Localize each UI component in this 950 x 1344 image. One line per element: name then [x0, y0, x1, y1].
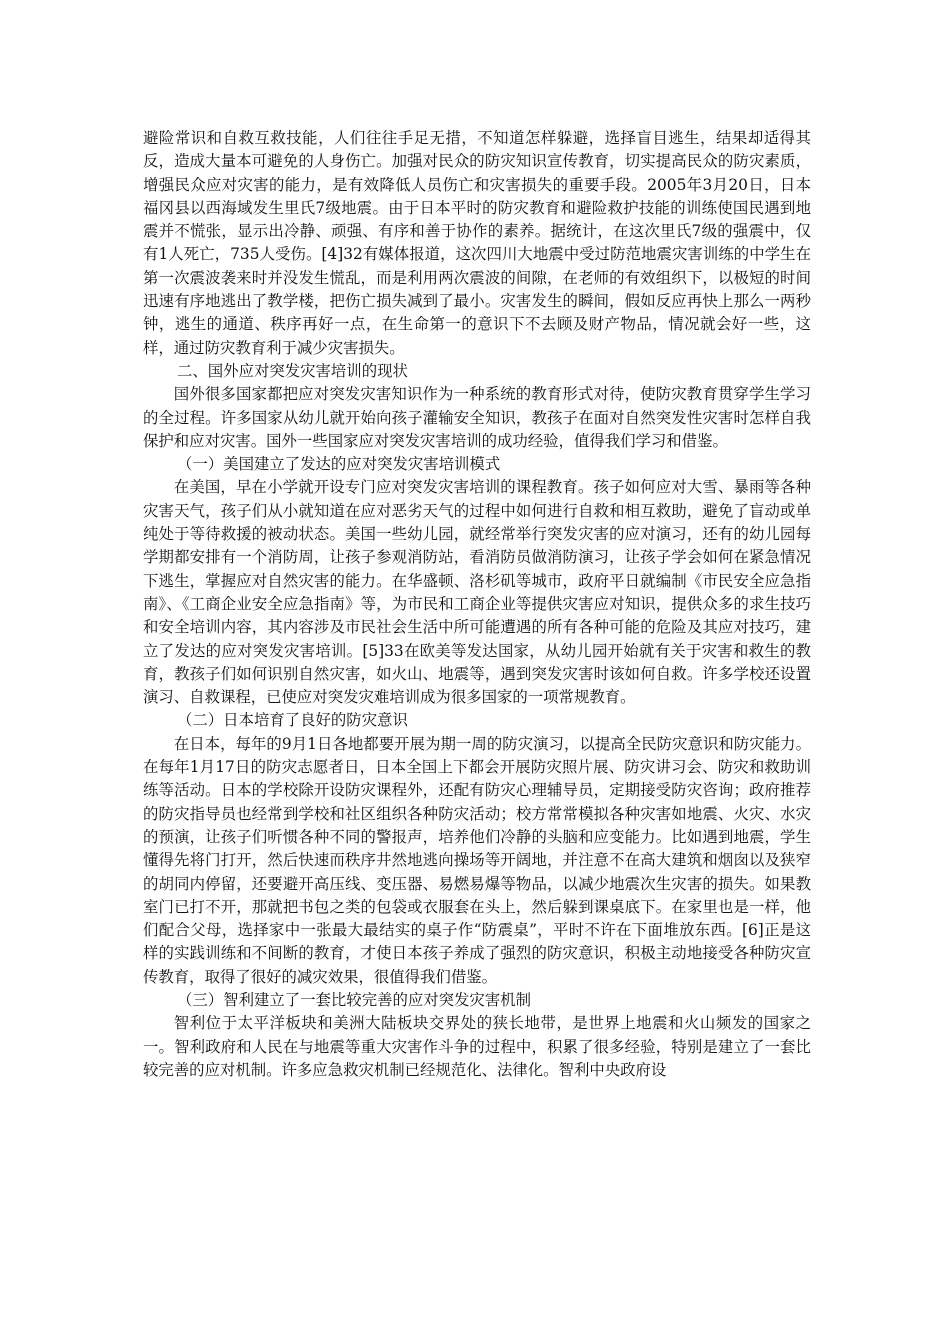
subsection-heading: （二）日本培育了良好的防灾意识 — [177, 711, 408, 730]
body-paragraph: 国外很多国家都把应对突发灾害知识作为一种系统的教育形式对待，使防灾教育贯穿学生学习的全过程。许多国家从幼儿就开始向孩子灌输安全知识，教孩子在面对自然突发性灾害时怎样自我保护和应对灾害。国外一些国家应对突发灾害培训的成功经验，值得我们学习和借鉴。 — [143, 385, 811, 450]
body-paragraph: 避险常识和自救互救技能，人们往往手足无措，不知道怎样躲避，选择盲目逃生，结果却适得其反，造成大量本可避免的人身伤亡。加强对民众的防灾知识宣传教育，切实提高民众的防灾素质，增强民众应对灾害的能力，是有效降低人员伤亡和灾害损失的重要手段。2005年3月20日，日本福冈县以西海域发生里氏7级地震。由于日本平时的防灾教育和避险救护技能的训练使国民遇到地震并不慌张，显示出冷静、顽强、有序和善于协作的素养。据统计，在这次里氏7级的强震中，仅有1人死亡，735人受伤。[4]32有媒体报道，这次四川大地震中受过防范地震灾害训练的中学生在第一次震波袭来时并没发生慌乱，而是利用两次震波的间隙，在老师的有效组织下，以极短的时间迅速有序地逃出了教学楼，把伤亡损失减到了最小。灾害发生的瞬间，假如反应再快上那么一两秒钟，逃生的通道、秩序再好一点，在生命第一的意识下不去顾及财产物品，情况就会好一些，这样，通过防灾教育利于减少灾害损失。 — [143, 129, 811, 357]
document-body — [143, 127, 811, 1082]
body-paragraph: 智利位于太平洋板块和美洲大陆板块交界处的狭长地带，是世界上地震和火山频发的国家之一。智利政府和人民在与地震等重大灾害作斗争的过程中，积累了很多经验，特别是建立了一套比较完善的应对机制。许多应急救灾机制已经规范化、法律化。智利中央政府设 — [143, 1014, 811, 1079]
subsection-heading: （三）智利建立了一套比较完善的应对突发灾害机制 — [177, 990, 531, 1009]
subsection-heading: （一）美国建立了发达的应对突发灾害培训模式 — [177, 455, 501, 474]
section-heading: 二、国外应对突发灾害培训的现状 — [177, 361, 408, 380]
body-paragraph: 在美国，早在小学就开设专门应对突发灾害培训的课程教育。孩子如何应对大雪、暴雨等各种灾害天气，孩子们从小就知道在应对恶劣天气的过程中如何进行自救和相互救助，避免了盲动或单纯处于等待救援的被动状态。美国一些幼儿园，就经常举行突发灾害的应对演习，还有的幼儿园每学期都安排有一个消防周，让孩子参观消防站，看消防员做消防演习，让孩子学会如何在紧急情况下逃生，掌握应对自然灾害的能力。在华盛顿、洛杉矶等城市，政府平日就编制《市民安全应急指南》、《工商企业安全应急指南》等，为市民和工商企业等提供灾害应对知识，提供众多的求生技巧和安全培训内容，其内容涉及市民社会生活中所可能遭遇的所有各种可能的危险及其应对技巧，建立了发达的应对突发灾害培训。[5]33在欧美等发达国家，从幼儿园开始就有关于灾害和救生的教育，教孩子们如何识别自然灾害，如火山、地震等，遇到突发灾害时该如何自救。许多学校还设置演习、自救课程，已使应对突发灾难培训成为很多国家的一项常规教育。 — [143, 478, 811, 707]
body-paragraph: 在日本，每年的9月1日各地都要开展为期一周的防灾演习，以提高全民防灾意识和防灾能力。在每年1月17日的防灾志愿者日，日本全国上下都会开展防灾照片展、防灾讲习会、防灾和救助训练等活动。日本的学校除开设防灾课程外，还配有防灾心理辅导员，定期接受防灾咨询；政府推荐的防灾指导员也经常到学校和社区组织各种防灾活动；校方常常模拟各种灾害如地震、火灾、水灾的预演，让孩子们听惯各种不同的警报声，培养他们冷静的头脑和应变能力。比如遇到地震，学生懂得先将门打开，然后快速而秩序井然地逃向操场等开阔地，并注意不在高大建筑和烟囱以及狭窄的胡同内停留，还要避开高压线、变压器、易燃易爆等物品，以减少地震次生灾害的损失。如果教室门已打不开，那就把书包之类的包袋或衣服套在头上，然后躲到课桌底下。在家里也是一样，他们配合父母，选择家中一张最大最结实的桌子作“防震桌”，平时不许在下面堆放东西。[6]正是这样的实践训练和不间断的教育，才使日本孩子养成了强烈的防灾意识，积极主动地接受各种防灾宣传教育，取得了很好的减灾效果，很值得我们借鉴。 — [143, 734, 811, 986]
